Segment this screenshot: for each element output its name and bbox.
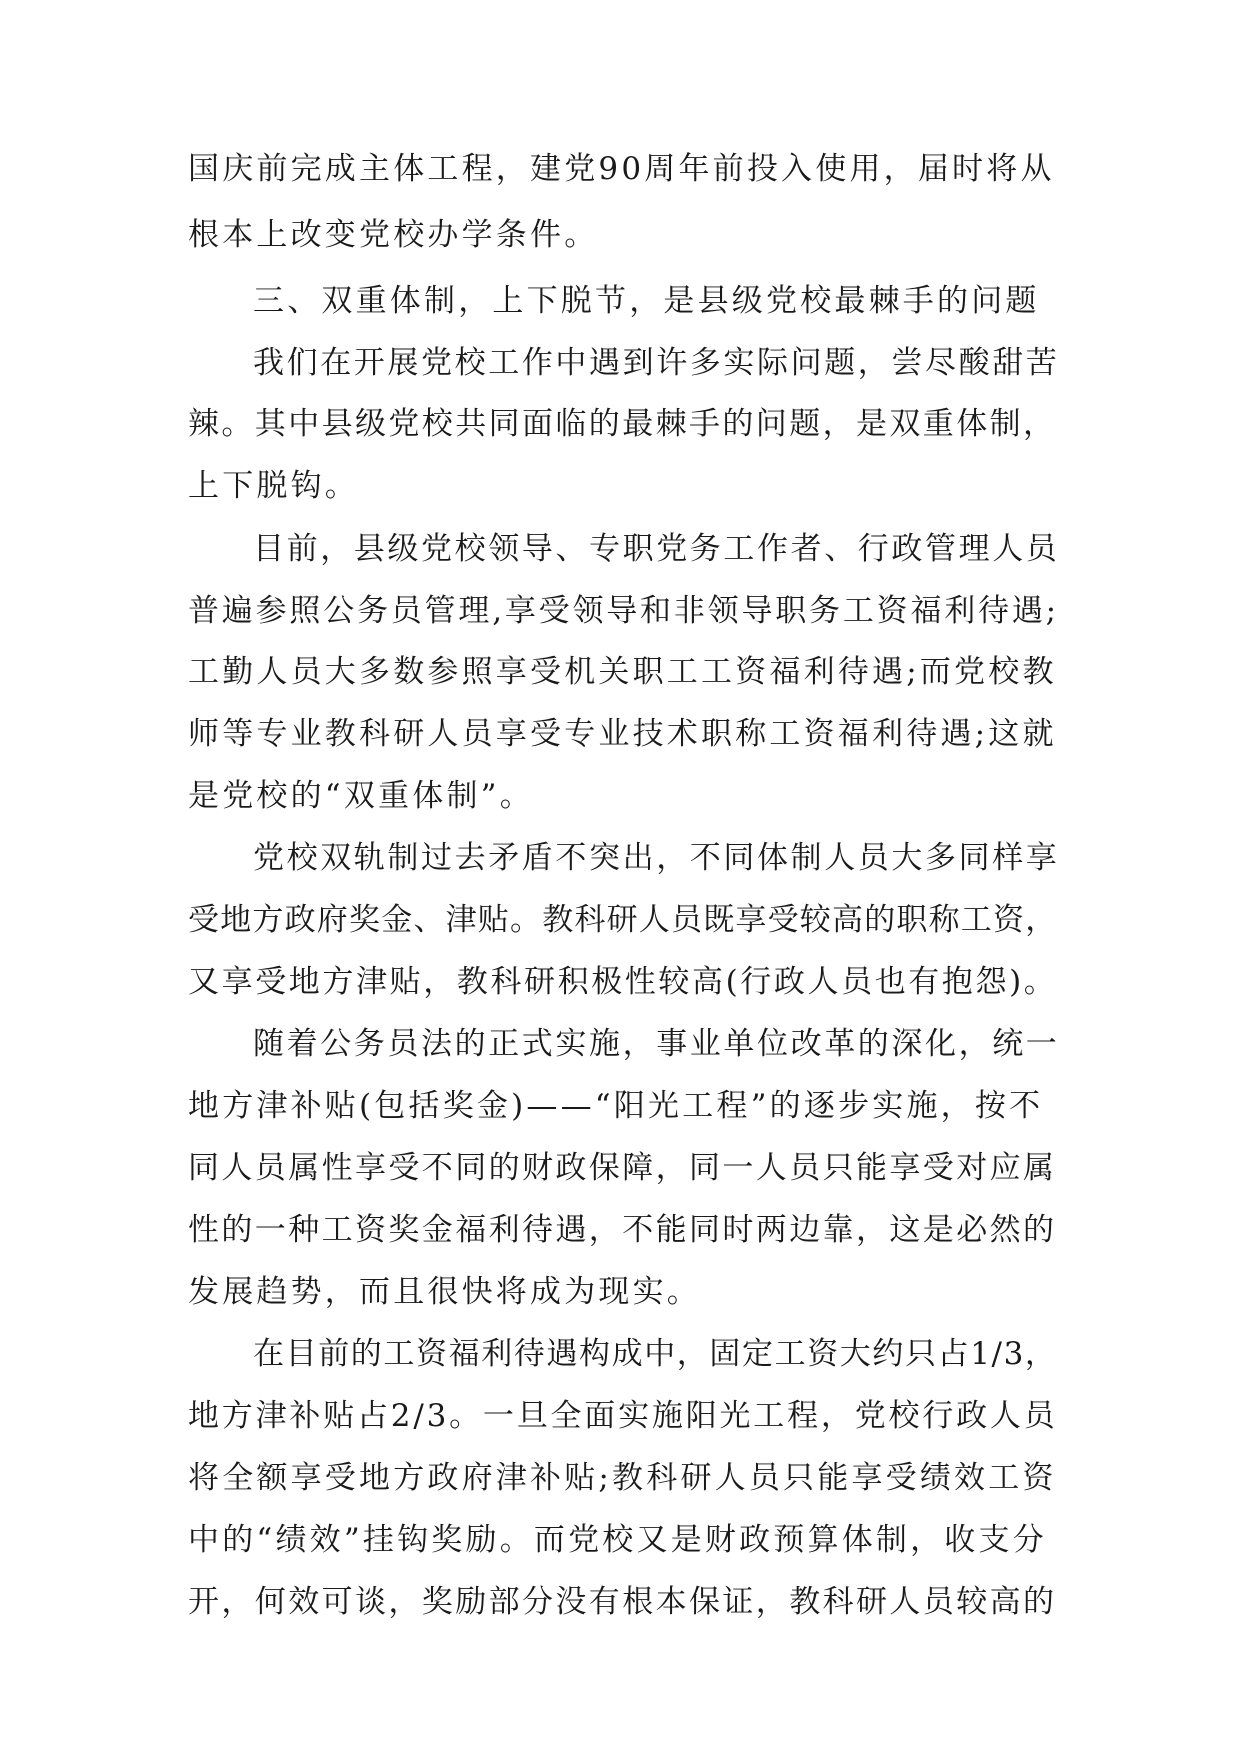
text-line: 随着公务员法的正式实施，事业单位改革的深化，统一 bbox=[253, 1026, 1060, 1062]
text-line: 发展趋势，而且很快将成为现实。 bbox=[188, 1274, 701, 1310]
text-line: 是党校的“双重体制”。 bbox=[188, 778, 534, 814]
text-line: 目前，县级党校领导、专职党务工作者、行政管理人员 bbox=[253, 531, 1060, 567]
text-line: 我们在开展党校工作中遇到许多实际问题，尝尽酸甜苦 bbox=[253, 345, 1060, 381]
text-line: 根本上改变党校办学条件。 bbox=[188, 217, 599, 253]
text-line: 又享受地方津贴，教科研积极性较高(行政人员也有抱怨)。 bbox=[188, 964, 1058, 1000]
text-line: 在目前的工资福利待遇构成中，固定工资大约只占1/3， bbox=[253, 1336, 1058, 1372]
section-heading: 三、双重体制，上下脱节，是县级党校最棘手的问题 bbox=[253, 283, 1040, 319]
text-line: 辣。其中县级党校共同面临的最棘手的问题，是双重体制， bbox=[188, 406, 1057, 442]
text-line: 党校双轨制过去矛盾不突出，不同体制人员大多同样享 bbox=[253, 840, 1060, 876]
text-line: 师等专业教科研人员享受专业技术职称工资福利待遇;这就 bbox=[188, 716, 1057, 752]
text-line: 开，何效可谈，奖励部分没有根本保证，教科研人员较高的 bbox=[188, 1584, 1057, 1620]
text-line: 国庆前完成主体工程，建党90周年前投入使用，届时将从 bbox=[188, 151, 1055, 187]
text-line: 受地方政府奖金、津贴。教科研人员既享受较高的职称工资， bbox=[188, 902, 1058, 938]
text-line: 地方津补贴占2/3。一旦全面实施阳光工程，党校行政人员 bbox=[188, 1398, 1058, 1434]
text-line: 地方津补贴(包括奖金)——“阳光工程”的逐步实施，按不 bbox=[188, 1088, 1044, 1124]
text-line: 上下脱钩。 bbox=[188, 468, 359, 504]
text-line: 同人员属性享受不同的财政保障，同一人员只能享受对应属 bbox=[188, 1150, 1057, 1186]
text-line: 中的“绩效”挂钩奖励。而党校又是财政预算体制，收支分 bbox=[188, 1522, 1047, 1558]
text-line: 将全额享受地方政府津补贴;教科研人员只能享受绩效工资 bbox=[188, 1460, 1057, 1496]
text-line: 性的一种工资奖金福利待遇，不能同时两边靠，这是必然的 bbox=[188, 1212, 1057, 1248]
text-line: 工勤人员大多数参照享受机关职工工资福利待遇;而党校教 bbox=[188, 654, 1057, 690]
text-line: 普遍参照公务员管理,享受领导和非领导职务工资福利待遇; bbox=[188, 593, 1059, 629]
